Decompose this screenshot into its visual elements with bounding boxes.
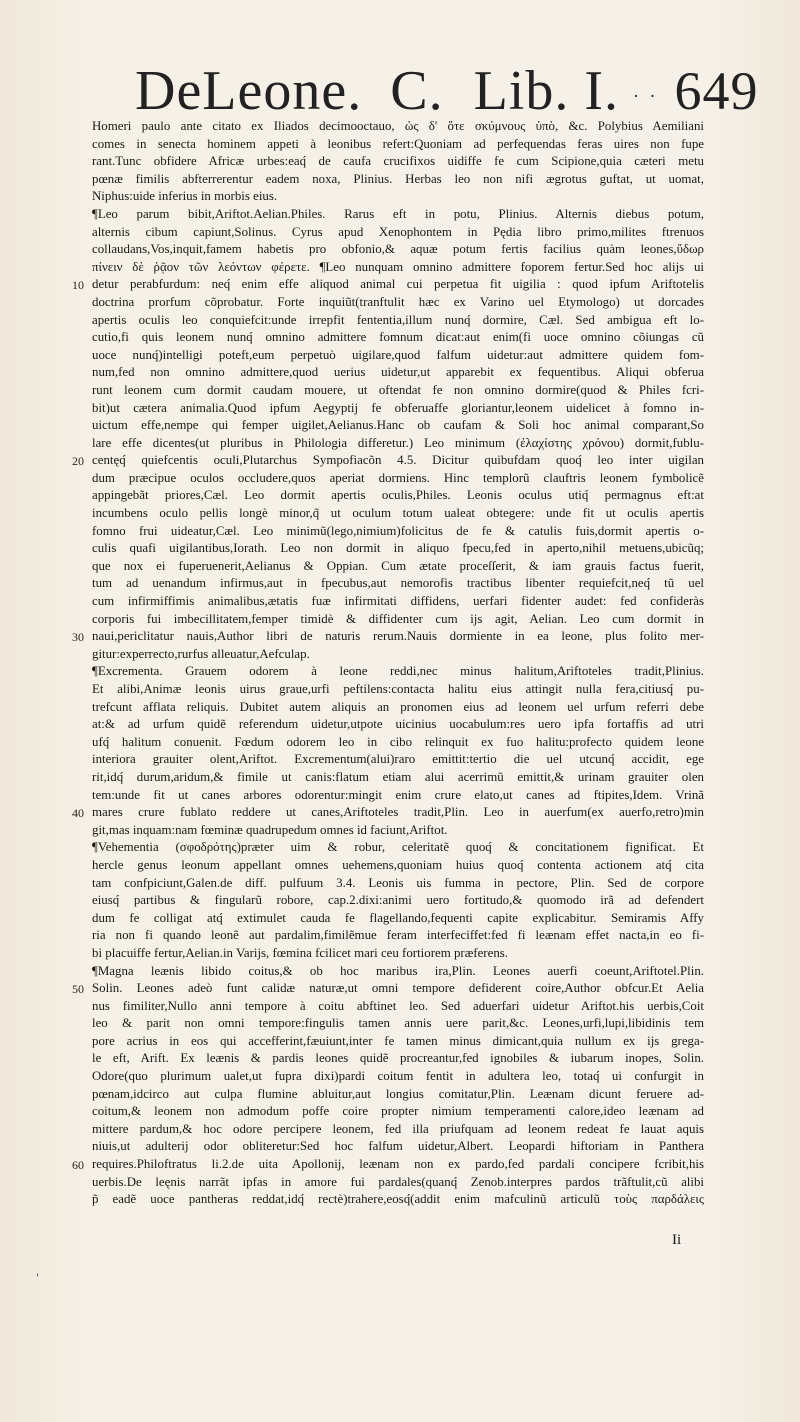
text-line: num,fed non omnino admittere,quod uerius uidetur,ut apparebit ex fequentibus. Aliqui obferua [92,365,704,380]
text-line: appingebãt priores,Cæl. Leo dormit apertis oculis,Philes. Leonis oculus utiq́ permagnus eft:at [92,488,704,503]
text-line: uerbis.De leęnis narrãt ipfas in amore fui pardales(quanq́ Zenob.interpres pardos trãftulit,cũ alibi [92,1174,704,1189]
text-line: leo & parit non omni tempore:fingulis tamen annis uere parit,&c. Leones,urfi,lupi,libidinis tem [92,1016,704,1031]
text-line: ¶Vehementia (σφοδρότης)præter uim & robur, celeritatẽ quoq́ & concitationem fignificat. Et [92,840,704,855]
text-line: cutio,fi quis leonem nunq́ omnino admittere fomnum dicat:aut enim(fi uoce omnino cõiungas cũ [92,330,704,345]
text-line: hercle genus leonum appellant omnes uehemens,quoniam huius quoq́ contenta actionem atq́ cita [92,857,704,872]
margin-line-number: 10 [72,278,84,293]
text-line: ¶Excrementa. Grauem odorem à leone reddi,nec minus halitum,Ariftoteles tradit,Plinius. [92,664,704,679]
running-head-book: Lib. I. [473,60,619,122]
catchword: Ii [672,1232,682,1248]
text-line: pore acrius in eos qui accefferint,fæuiunt,inter fe tamen minus dimicant,quia nullum ex ijs grega- [92,1033,704,1048]
text-line: ¶Magna leænis libido coitus,& ob hoc maribus ira,Plin. Leones auerfi coeunt,Ariftotel.Plin. [92,963,704,978]
text-line: pœnæ fimilis abfterrerentur eadem noxa, Plinius. Herbas leo non nifi ægrotus guftat, ut uomat, [92,171,704,186]
text-line: nus fimiliter,Nullo anni tempore à coitu abftinet leo. Sed aduerfari uidetur Ariftot.his uerbis,Coit [92,998,704,1013]
text-line: coitum,& leonem non admodum poffe coire propter nimium temperamenti calore,ideo leænam ad [92,1104,704,1119]
text-line: pœnam,idcirco aut culpa flumine abluitur,aut longius comitatur,Plin. Leænam dicunt feruere ad- [92,1086,704,1101]
text-line: tam confpiciunt,Galen.de diff. pulfuum 3.4. Leonis uis fumma in pectore, Plin. Sed de corpore [92,875,704,890]
text-line: rit,idq́ durum,aridum,& fimile ut canis:flatum etiam alui acerrimũ emittit,& urinam grauiter olen [92,769,704,784]
page-number: 649 [674,61,759,121]
text-line: tum ad uenandum infirmus,aut in fpecubus,aut nemorofis tractibus libenter requiefcit,neq́ tũ uel [92,576,704,591]
text-line: interiora grauiter olent,Ariftot. Excrementum(alui)raro emittit:tertio die uel utcunq́ accidit, ege [92,752,704,767]
margin-mark: ' [36,1273,39,1284]
margin-line-number: 60 [72,1158,84,1173]
text-line: Homeri paulo ante citato ex Iliados decimooctauo, ὡς δ' ὅτε σκύμνους ὑπὸ, &c. Polybius Aemiliani [92,119,704,133]
text-line: at:& ad urfum quidẽ referendum uidetur,utpote uicinius uocabulum:res uero ipfa fortaffis ad utri [92,717,704,732]
text-line: ria non fi quando leonẽ aut pardalim,fimilẽmue feram interfeciffet:fed fi leænam effet nacta,in eo fi- [92,928,704,943]
text-line: mares crure fublato reddere ut canes,Ariftoteles tradit,Plin. Leo in auerfum(ex auerfo,retro)min [92,805,704,820]
text-line: ¶Leo parum bibit,Ariftot.Aelian.Philes. Rarus eft in potu, Plinius. Alternis diebus potum, [92,206,704,221]
text-line: incumbens oculo pellis longè minor,q̃ ut oculum totum ualeat obtegere: unde fit ut oculis apertis [92,506,704,521]
text-line: bit)ut cætera animalia.Quod ipfum Aegyptij fe obferuaffe gloriantur,leonem uidelicet à fomno in- [92,400,704,415]
text-line: rant.Tunc obfidere Africæ urbes:eaq́ de caufa crucifixos uidiffe fe cum Scipione,quia cæteri metu [92,154,704,169]
text-line: detur perabfurdum: neq́ enim effe aliquod animal cui perpetua fit uigilia : quod ipfum Ariftotelis [92,277,704,292]
body-text [92,118,704,1209]
margin-line-number: 40 [72,806,84,821]
text-line: que nox ei fuperuenerit,Aelianus & Oppian. Cum ætate proceſſerit, & iam grauis factus fuerit, [92,558,704,573]
text-line: dum præcipue oculos occludere,quos aperiat dormiens. Hinc templorũ clauftris leonem fymbolicẽ [92,470,704,485]
text-line: naui,periclitatur nauis,Author libri de naturis rerum.Nauis dormiente in ea leone, plus folito mer- [92,629,704,644]
text-line: runt leonem cum dormit caudam mouere, ut oftendat fe non omnino dormire(quod & Philes fcri- [92,382,704,397]
text-line: niuis,ut adulterij odor obliteretur:Sed hoc falfum uidetur,Albert. Leopardi hiftoriam in Panthera [92,1139,704,1154]
text-line: alternis cibum capiunt,Solinus. Cyrus apud Xenophontem in Pędia libro primo,milites ftrenuos [92,224,704,239]
running-head [135,60,759,122]
margin-line-number: 50 [72,982,84,997]
text-line: Et alibi,Animæ leonis uirus graue,urfi peftilens:contacta halitu eius attingit nulla fera,citiusq́ pu- [92,682,704,696]
text-line: Solin. Leones adeò funt calidæ naturæ,ut omni tempore defiderent coire,Author obfcur.Et Aelia [92,981,704,996]
margin-line-number: 20 [72,454,84,469]
text-line: doctrina prorfum cõprobatur. Forte inquiũt(tranftulit hæc ex Varino uel Etymologo) ut dorcades [92,294,704,309]
text-line: le eft, Arift. Ex leænis & pardis leones quidẽ procreantur,fed ignobiles & iubarum inopes, Solin. [92,1051,704,1066]
text-line: gitur:experrecto,rurfus alleuatur,Aefculap. [92,646,310,661]
text-line: uictum effe,nempe qui femper uigilet,Aelianus.Hanc ob caufam & Soli hoc animal comparant,So [92,418,704,433]
text-line: dum fe colligat atq́ extimulet cauda fe flagellando,fequenti capite explicabitur. Semiramis Affy [92,910,704,925]
text-line: apertis oculis leo conquiefcit:unde irrepfit fententia,illum nunq́ dormire, Cæl. Sed ambigua eft lo- [92,312,704,327]
running-head-title: DeLeone. [135,60,363,122]
text-line: ufq́ halitum conuenit. Fœdum odorem leo in cibo relinquit ex fuo halitu:profecto quidem leone [92,734,704,749]
text-line: lare effe dicentes(ut pluribus in Philologia differetur.) Leo minimum (ἐλαχίστης χρόνου) dormit,fublu- [92,435,704,450]
text-line: comes in senecta hominem appeti à leonibus refert:Quoniam ad perfequendas feras uires non fupe [92,136,704,151]
text-line: πίνειν δὲ ῥᾷον τῶν λεόντων φέρετε. ¶Leo nunquam omnino admittere foporem fertur.Sed hoc alijs ui [92,259,704,274]
text-line: trefcunt afflata reliquis. Dubitet autem aliquis an pronomen eius ad leonem uel urfum referri debe [92,699,704,714]
text-line: Odore(quo plurimum ualet,ut fupra dixi)pardi coitum fentit in adultera leo, totaq́ ui confurgit in [92,1069,704,1084]
text-line: corporis fui imbecillitatem,femper timidè & diffidenter cum ijs agit, Aelian. Leo cum dormit in [92,611,704,626]
text-line: requires.Philoftratus li.2.de uita Apollonij, leænam non ex pardo,fed pardali concipere fcribit,his [92,1157,704,1172]
margin-line-number: 30 [72,630,84,645]
text-line: bi placuiffe fertur,Aelian.in Varijs, fœmina fcilicet mari ceu fortiorem præferens. [92,945,509,960]
text-line: centęq́ quiefcentis oculi,Plutarchus Sympofiacõn 4.5. Dicitur quibufdam quoq́ leo inter uigilan [92,453,704,468]
text-line: uoce nunq́)intelligi poteft,eum perpetuò uigilare,quod falfum uidetur:aut admittere quidem fom- [92,347,704,362]
text-line: Niphus:uide inferius in morbis eius. [92,189,278,204]
running-head-c: C. [390,60,444,122]
running-head-dots: · · [633,86,659,107]
text-line: p̃ eadẽ uoce pantheras reddat,idq́ rectè)trahere,eosq́(addit enim mafculinũ articulũ τοὺς παρδάλεις [92,1192,704,1207]
text-line: culis quafi uigilantibus,Iorath. Leo non dormit in aliquo fpecu,fed in aperto,nihil metuens,ubicũq; [92,541,704,556]
text-line: git,mas inquam:nam fœminæ quadrupedum omnes id faciunt,Ariftot. [92,822,448,837]
text-line: tem:unde fit ut canes arbores odorentur:mingit enim crure elato,ut canes ad ftipites,Idem. Vrinã [92,787,704,802]
text-line: eiusq́ partibus & fingularũ robore, cap.2.dixi:animi uero fortitudo,& quomodo irã ad defendert [92,893,704,908]
text-line: collaudans,Vos,inquit,famem habetis pro obfonio,& aquæ potum fertis facilius quàm leones,ὕδωρ [92,242,704,257]
text-line: fomno frui uideatur,Cæl. Leo minimũ(lego,nimium)folicitus de fe & catulis fuis,dormit apertis o- [92,523,704,538]
text-line: mittere pardum,& hoc odore percipere leonem, fed illa priufquam ad leonem redeat fe lauat aquis [92,1121,704,1136]
text-line: cum infirmiffimis animalibus,ætatis fuæ infirmitati diffidens, uerfari fidenter audet: fed confideràs [92,594,704,609]
